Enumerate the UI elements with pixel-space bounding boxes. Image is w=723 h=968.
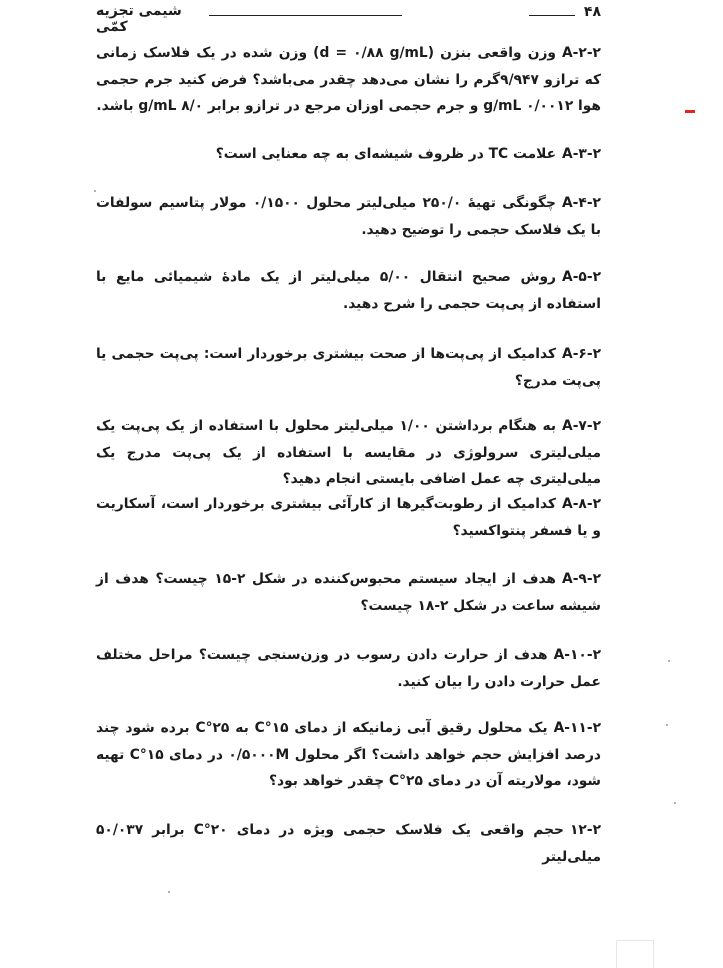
problem-text: یک محلول رقیق آبی زمانیکه از دمای ۱۵°C به ۲۵°C برده شود چند درصد افزایش حجم خواهد داشت؟ اگر محلول ۰/۵۰۰۰M در دمای ۱۵°C تهیه شود، مولاریته آن در دمای ۲۵°C چقدر خواهد بود؟ xyxy=(96,720,601,789)
problem-text: هدف از ایجاد سیستم محبوس‌کننده در شکل ۲-۱۵ چیست؟ هدف از شیشه ساعت در شکل ۲-۱۸ چیست؟ xyxy=(96,571,601,614)
problem-a-2-5 xyxy=(96,264,601,317)
problem-a-2-4 xyxy=(96,190,601,243)
problem-a-2-11 xyxy=(96,715,601,795)
problem-number: A-۸-۲ xyxy=(562,496,601,512)
problem-a-2-6 xyxy=(96,341,601,394)
problem-text: چگونگی تهیهٔ ۲۵۰/۰ میلی‌لیتر محلول ۰/۱۵۰۰ مولار پتاسیم سولفات با یک فلاسک حجمی را توضیح دهید. xyxy=(96,195,601,238)
page-number: ۴۸ xyxy=(583,4,601,20)
problem-a-2-3 xyxy=(96,141,601,168)
problem-2-12 xyxy=(96,817,601,870)
problem-text: علامت TC در ظروف شیشه‌ای به چه معنایی است؟ xyxy=(215,146,557,162)
problem-text: کدامیک از رطوبت‌گیرها از کارآئی بیشتری برخوردار است، آسکاریت و یا فسفر پنتواکسید؟ xyxy=(96,496,601,539)
problem-a-2-10 xyxy=(96,642,601,695)
scan-speck xyxy=(666,724,668,726)
scan-speck xyxy=(94,190,96,192)
problem-number: A-۶-۲ xyxy=(562,346,601,362)
problem-text: وزن واقعی بنزن (d = ۰/۸۸ g/mL) وزن شده در یک فلاسک زمانی که ترازو ۹/۹۴۷گرم را نشان می‌دهد چقدر می‌باشد؟ فرض کنید جرم حجمی هوا ۰/۰۰۱۲ g/mL و جرم حجمی اوزان مرجع در ترازو برابر ۸/۰ g/mL باشد. xyxy=(96,45,601,114)
problem-number: A-۱۰-۲ xyxy=(553,647,601,663)
scan-speck xyxy=(168,891,170,893)
problem-a-2-8 xyxy=(96,491,601,544)
problem-number: A-۴-۲ xyxy=(562,195,601,211)
header-rule-left xyxy=(209,15,402,16)
page-header xyxy=(96,2,601,35)
problem-number: A-۹-۲ xyxy=(562,571,601,587)
scan-speck xyxy=(668,660,670,662)
problem-text: کدامیک از پی‌پت‌ها از صحت بیشتری برخوردار است: پی‌پت حجمی یا پی‌پت مدرج؟ xyxy=(96,346,601,389)
problem-number: A-۲-۲ xyxy=(562,45,601,61)
scan-artifact xyxy=(616,940,654,968)
margin-mark xyxy=(685,110,695,113)
problem-number: A-۵-۲ xyxy=(562,269,601,285)
scan-speck xyxy=(674,802,676,804)
problem-a-2-9 xyxy=(96,566,601,619)
problem-a-2-2 xyxy=(96,40,601,120)
problem-text: به هنگام برداشتن ۱/۰۰ میلی‌لیتر محلول با استفاده از یک پی‌پت یک میلی‌لیتری سرولوژی در مقایسه با استفاده از یک پی‌پت مدرج یک میلی‌لیتری چه عمل اضافی بایستی انجام دهید؟ xyxy=(96,418,601,487)
problem-a-2-7 xyxy=(96,413,601,493)
problem-number: ۱۲-۲ xyxy=(570,822,601,838)
header-rule-right xyxy=(529,15,575,16)
problem-text: هدف از حرارت دادن رسوب در وزن‌سنجی چیست؟ مراحل مختلف عمل حرارت دادن را بیان کنید. xyxy=(96,647,601,690)
problem-number: A-۷-۲ xyxy=(562,418,601,434)
problem-number: A-۱۱-۲ xyxy=(553,720,601,736)
problem-number: A-۳-۲ xyxy=(562,146,601,162)
book-title: شیمی تجزیه کمّی xyxy=(96,3,182,35)
problem-text: روش صحیح انتقال ۵/۰۰ میلی‌لیتر از یک مادهٔ شیمیائی مایع با استفاده از پی‌پت حجمی را شرح دهید. xyxy=(96,269,601,312)
problem-text: حجم واقعی یک فلاسک حجمی ویژه در دمای ۲۰°C برابر ۵۰/۰۳۷ میلی‌لیتر xyxy=(96,822,601,865)
